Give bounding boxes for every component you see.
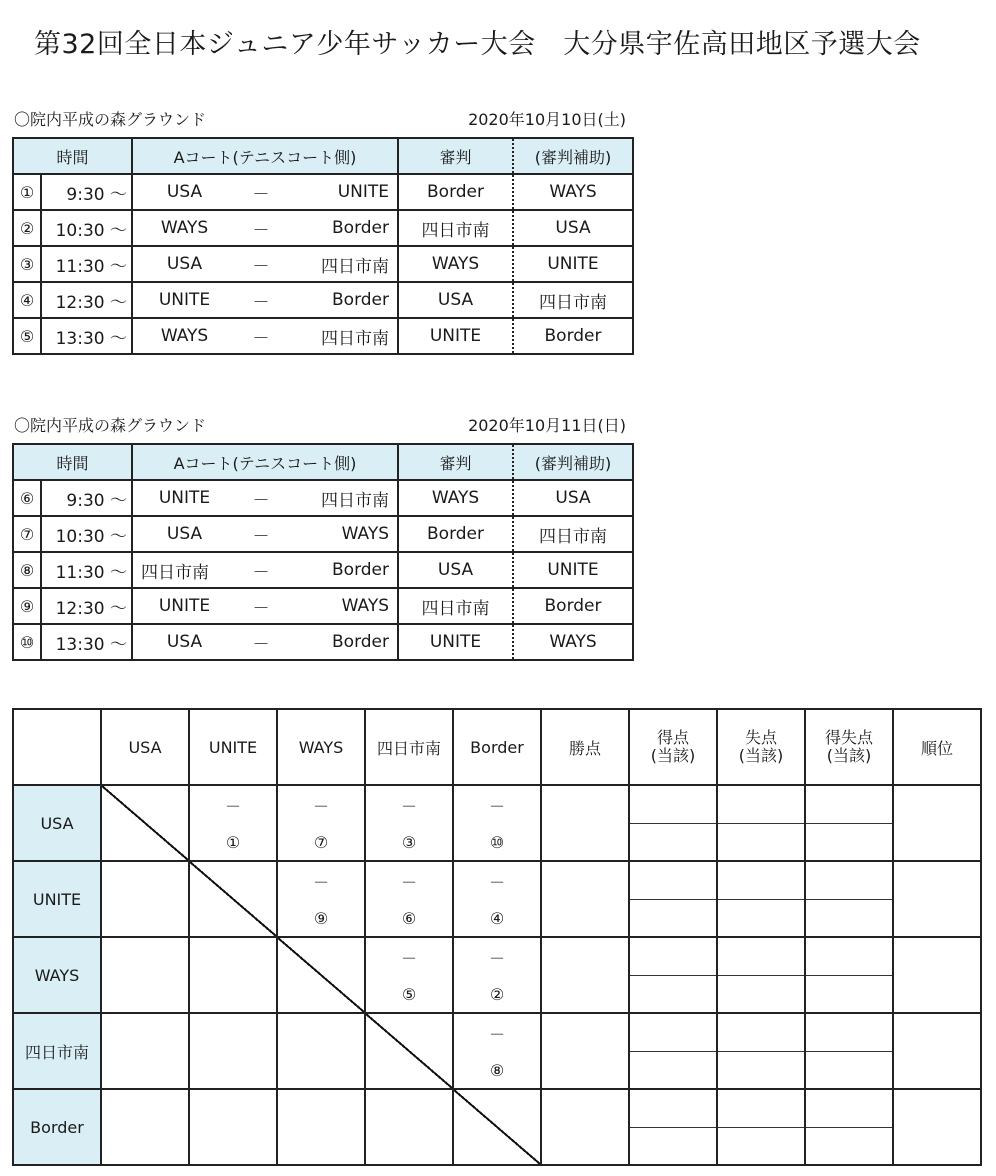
vs-dash: －	[252, 490, 270, 511]
goals-against-label: 失点	[744, 728, 777, 747]
score-dash: －	[400, 949, 417, 968]
goal-diff-cell	[805, 1013, 893, 1089]
match-ref: ⑤	[401, 985, 417, 1004]
match-ref: ②	[489, 985, 505, 1004]
match-cell	[453, 937, 541, 1013]
rank-cell	[893, 1013, 981, 1089]
goal-diff-cell	[805, 861, 893, 937]
league-corner-cell	[13, 709, 101, 785]
goal-diff-cell	[805, 937, 893, 1013]
match-time: 11:30 ～	[41, 552, 132, 588]
rank-cell	[893, 937, 981, 1013]
match-ref: ⑦	[313, 833, 329, 852]
page-title: 第32回全日本ジュニア少年サッカー大会 大分県宇佐高田地区予選大会	[34, 29, 921, 60]
diagonal-cell	[365, 1013, 453, 1089]
match-number: ⑦	[13, 516, 41, 552]
vs-dash: －	[252, 328, 270, 349]
assistant-referee: USA	[513, 480, 633, 516]
score-dash: －	[224, 797, 241, 816]
team-a: USA	[166, 254, 203, 274]
goals-for-cell	[629, 861, 717, 937]
rank-cell	[893, 861, 981, 937]
match-number: ③	[13, 246, 41, 282]
team-b: Border	[332, 632, 389, 652]
team-a: UNITE	[158, 290, 211, 310]
score-dash: －	[488, 1025, 505, 1044]
match-cell	[365, 785, 453, 861]
match-ref: ③	[401, 833, 417, 852]
team-a: USA	[166, 524, 203, 544]
goals-for-cell	[629, 1089, 717, 1165]
goals-against-cell	[717, 785, 805, 861]
goal-diff-sub-label: (当該)	[826, 746, 872, 765]
goal-diff-cell	[805, 1089, 893, 1165]
match-number: ⑧	[13, 552, 41, 588]
league-row-header: USA	[13, 785, 101, 861]
vs-dash: －	[252, 184, 270, 205]
referee: Border	[398, 516, 513, 552]
points-cell	[541, 937, 629, 1013]
team-b: UNITE	[337, 182, 389, 202]
match-time: 11:30 ～	[41, 246, 132, 282]
assistant-referee: USA	[513, 210, 633, 246]
goals-for-cell	[629, 785, 717, 861]
empty-cell	[101, 1013, 189, 1089]
rank-cell	[893, 785, 981, 861]
match-cell	[277, 785, 365, 861]
match-ref: ①	[225, 833, 241, 852]
vs-dash: －	[252, 598, 270, 619]
league-row-header: UNITE	[13, 861, 101, 937]
team-b: Border	[332, 290, 389, 310]
header-time: 時間	[13, 444, 132, 480]
match-number: ④	[13, 282, 41, 318]
score-dash: －	[312, 797, 329, 816]
vs-dash: －	[252, 220, 270, 241]
empty-cell	[189, 937, 277, 1013]
match-number: ①	[13, 174, 41, 210]
team-b: 四日市南	[321, 490, 389, 511]
match-cell	[453, 861, 541, 937]
match-time: 9:30 ～	[41, 480, 132, 516]
goals-for-sub-label: (当該)	[650, 746, 696, 765]
match-cell	[277, 861, 365, 937]
team-a: WAYS	[160, 218, 209, 238]
assistant-referee: UNITE	[513, 246, 633, 282]
empty-cell	[277, 1013, 365, 1089]
vs-dash: －	[252, 634, 270, 655]
points-cell	[541, 861, 629, 937]
match-time: 12:30 ～	[41, 588, 132, 624]
match-time: 10:30 ～	[41, 516, 132, 552]
empty-cell	[101, 937, 189, 1013]
league-col-goal-diff	[805, 709, 893, 785]
header-referee: 審判	[398, 138, 513, 174]
match-ref: ⑩	[489, 833, 505, 852]
match-row	[13, 246, 633, 282]
assistant-referee: Border	[513, 588, 633, 624]
goals-against-cell	[717, 861, 805, 937]
vs-dash: －	[252, 562, 270, 583]
goals-against-cell	[717, 1089, 805, 1165]
header-referee: 審判	[398, 444, 513, 480]
empty-cell	[101, 1089, 189, 1165]
vs-dash: －	[252, 292, 270, 313]
assistant-referee: UNITE	[513, 552, 633, 588]
points-cell	[541, 1089, 629, 1165]
assistant-referee: Border	[513, 318, 633, 354]
league-row	[13, 1089, 981, 1165]
match-ref: ④	[489, 909, 505, 928]
venue-day2: 〇院内平成の森グラウンド	[14, 416, 207, 435]
score-dash: －	[312, 873, 329, 892]
team-a: UNITE	[158, 596, 211, 616]
match-row	[13, 174, 633, 210]
league-col-yokkaichi: 四日市南	[365, 709, 453, 785]
team-a: USA	[166, 632, 203, 652]
league-col-goals-for	[629, 709, 717, 785]
league-row	[13, 937, 981, 1013]
team-b: 四日市南	[321, 256, 389, 277]
empty-cell	[189, 1089, 277, 1165]
team-a: USA	[166, 182, 203, 202]
match-time: 10:30 ～	[41, 210, 132, 246]
league-col-usa: USA	[101, 709, 189, 785]
league-col-unite: UNITE	[189, 709, 277, 785]
match-ref: ⑨	[313, 909, 329, 928]
team-a: WAYS	[160, 326, 209, 346]
match-time: 13:30 ～	[41, 318, 132, 354]
referee: UNITE	[398, 624, 513, 660]
header-assistant: (審判補助)	[513, 138, 633, 174]
match-number: ⑨	[13, 588, 41, 624]
referee: 四日市南	[398, 588, 513, 624]
team-b: WAYS	[341, 596, 389, 616]
schedule-header-row	[13, 138, 633, 174]
score-dash: －	[488, 797, 505, 816]
venue-day1: 〇院内平成の森グラウンド	[14, 110, 207, 129]
league-col-border: Border	[453, 709, 541, 785]
league-col-ways: WAYS	[277, 709, 365, 785]
match-cell	[365, 937, 453, 1013]
empty-cell	[101, 861, 189, 937]
team-a: UNITE	[158, 488, 211, 508]
assistant-referee: WAYS	[513, 624, 633, 660]
league-row	[13, 1013, 981, 1089]
score-dash: －	[400, 873, 417, 892]
match-number: ⑥	[13, 480, 41, 516]
schedule-table-day1	[12, 137, 634, 355]
date-day1: 2020年10月10日(土)	[468, 110, 626, 129]
header-assistant: (審判補助)	[513, 444, 633, 480]
match-time: 12:30 ～	[41, 282, 132, 318]
league-row	[13, 785, 981, 861]
match-cell	[453, 785, 541, 861]
match-cell	[453, 1013, 541, 1089]
header-time: 時間	[13, 138, 132, 174]
goals-for-cell	[629, 937, 717, 1013]
match-row	[13, 210, 633, 246]
team-b: Border	[332, 218, 389, 238]
match-number: ⑤	[13, 318, 41, 354]
team-b: 四日市南	[321, 328, 389, 349]
team-b: Border	[332, 560, 389, 580]
points-cell	[541, 785, 629, 861]
match-row	[13, 588, 633, 624]
rank-cell	[893, 1089, 981, 1165]
goal-diff-cell	[805, 785, 893, 861]
schedule-header-row	[13, 444, 633, 480]
referee: WAYS	[398, 480, 513, 516]
match-time: 9:30 ～	[41, 174, 132, 210]
header-court: Aコート(テニスコート側)	[132, 138, 398, 174]
league-row-header: Border	[13, 1089, 101, 1165]
referee: USA	[398, 552, 513, 588]
goals-against-cell	[717, 937, 805, 1013]
diagonal-cell	[277, 937, 365, 1013]
match-row	[13, 282, 633, 318]
assistant-referee: WAYS	[513, 174, 633, 210]
diagonal-cell	[453, 1089, 541, 1165]
match-ref: ⑥	[401, 909, 417, 928]
match-number: ⑩	[13, 624, 41, 660]
match-ref: ⑧	[489, 1061, 505, 1080]
match-row	[13, 624, 633, 660]
goals-for-label: 得点	[656, 728, 689, 747]
referee: 四日市南	[398, 210, 513, 246]
vs-dash: －	[252, 526, 270, 547]
goals-against-cell	[717, 1013, 805, 1089]
league-row-header: WAYS	[13, 937, 101, 1013]
score-dash: －	[400, 797, 417, 816]
diagonal-cell	[101, 785, 189, 861]
team-b: WAYS	[341, 524, 389, 544]
league-row	[13, 861, 981, 937]
assistant-referee: 四日市南	[513, 516, 633, 552]
match-number: ②	[13, 210, 41, 246]
match-row	[13, 318, 633, 354]
schedule-table-day2	[12, 443, 634, 661]
goals-against-sub-label: (当該)	[738, 746, 784, 765]
header-court: Aコート(テニスコート側)	[132, 444, 398, 480]
diagonal-cell	[189, 861, 277, 937]
referee: USA	[398, 282, 513, 318]
team-a: 四日市南	[141, 562, 209, 583]
empty-cell	[365, 1089, 453, 1165]
goal-diff-label: 得失点	[824, 728, 873, 747]
league-header-row	[13, 709, 981, 785]
score-dash: －	[488, 873, 505, 892]
match-time: 13:30 ～	[41, 624, 132, 660]
league-table	[12, 708, 982, 1166]
points-cell	[541, 1013, 629, 1089]
match-row	[13, 516, 633, 552]
assistant-referee: 四日市南	[513, 282, 633, 318]
match-row	[13, 552, 633, 588]
empty-cell	[277, 1089, 365, 1165]
league-row-header: 四日市南	[13, 1013, 101, 1089]
vs-dash: －	[252, 256, 270, 277]
league-col-points: 勝点	[541, 709, 629, 785]
league-col-rank: 順位	[893, 709, 981, 785]
goals-for-cell	[629, 1013, 717, 1089]
match-row	[13, 480, 633, 516]
empty-cell	[189, 1013, 277, 1089]
match-cell	[365, 861, 453, 937]
referee: WAYS	[398, 246, 513, 282]
date-day2: 2020年10月11日(日)	[468, 416, 626, 435]
score-dash: －	[488, 949, 505, 968]
match-cell	[189, 785, 277, 861]
referee: UNITE	[398, 318, 513, 354]
referee: Border	[398, 174, 513, 210]
league-col-goals-against	[717, 709, 805, 785]
